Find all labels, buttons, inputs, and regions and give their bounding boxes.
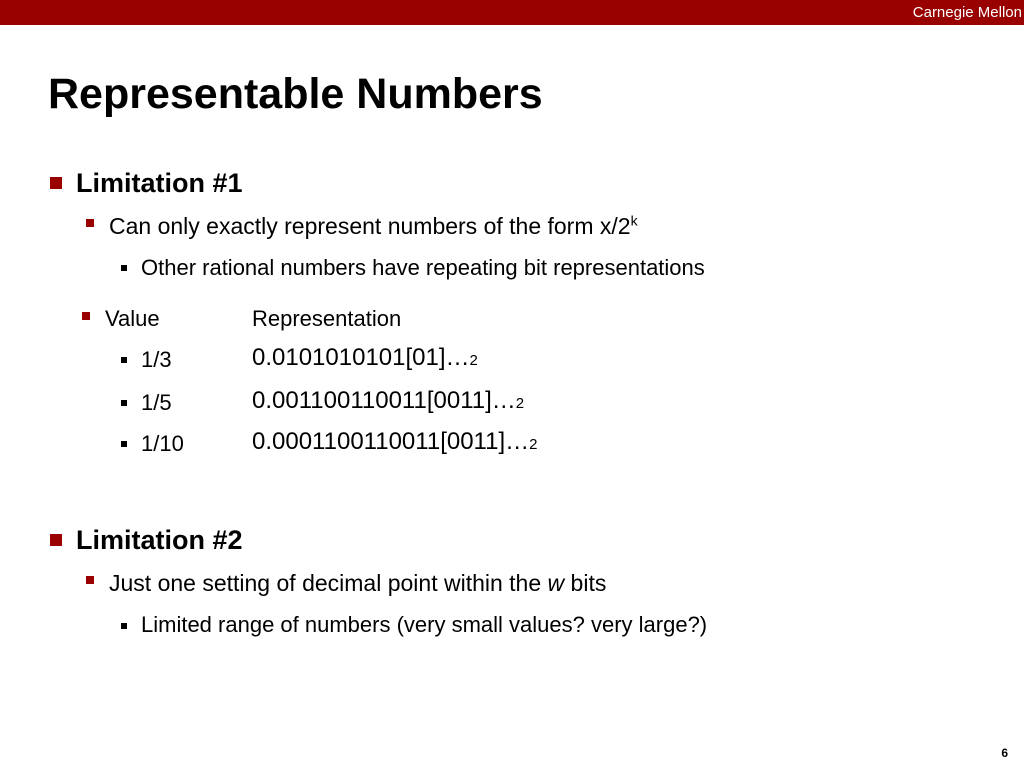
limitation1-subpoint: Other rational numbers have repeating bit representations bbox=[141, 255, 705, 280]
row-value: 1/5 bbox=[141, 390, 172, 415]
square-bullet-icon bbox=[121, 623, 127, 629]
base-subscript: 2 bbox=[515, 395, 525, 412]
row-value: 1/3 bbox=[141, 347, 172, 372]
limitation1-point bbox=[109, 212, 638, 240]
square-bullet-icon bbox=[121, 441, 127, 447]
brand-label: Carnegie Mellon bbox=[912, 4, 1022, 21]
exponent-k: k bbox=[630, 212, 638, 229]
base-subscript: 2 bbox=[529, 436, 538, 453]
point-text: Just one setting of decimal point within the bbox=[109, 570, 548, 596]
base-subscript: 2 bbox=[469, 352, 478, 369]
row-value: 1/10 bbox=[141, 431, 184, 456]
representation-text: 0.0101010101[01]… bbox=[252, 344, 470, 371]
variable-w: w bbox=[547, 570, 565, 596]
square-bullet-icon bbox=[50, 534, 62, 546]
square-bullet-icon bbox=[121, 265, 127, 271]
limitation1-heading: Limitation #1 bbox=[76, 168, 243, 198]
limitation2-point bbox=[109, 569, 606, 597]
row-representation bbox=[252, 387, 524, 418]
page-number: 6 bbox=[1001, 746, 1008, 760]
representation-text: 0.0001100110011[0011]… bbox=[252, 428, 530, 455]
table-header-representation: Representation bbox=[252, 306, 402, 331]
square-bullet-icon bbox=[82, 312, 90, 320]
square-bullet-icon bbox=[50, 177, 62, 189]
slide-title: Representable Numbers bbox=[48, 70, 543, 118]
limitation2-subpoint: Limited range of numbers (very small values? very large?) bbox=[141, 612, 708, 637]
square-bullet-icon bbox=[121, 357, 127, 363]
point-text-end: bits bbox=[564, 570, 607, 596]
row-representation bbox=[252, 428, 537, 459]
limitation2-heading: Limitation #2 bbox=[76, 525, 243, 555]
representation-text: 0.001100110011[0011]… bbox=[252, 387, 516, 414]
row-representation bbox=[252, 344, 478, 375]
square-bullet-icon bbox=[121, 400, 127, 406]
limitation1-point-text: Can only exactly represent numbers of the form x/2 bbox=[109, 213, 631, 239]
square-bullet-icon bbox=[86, 576, 94, 584]
square-bullet-icon bbox=[86, 219, 94, 227]
table-header-value: Value bbox=[105, 306, 160, 331]
header-bar bbox=[0, 0, 1024, 25]
